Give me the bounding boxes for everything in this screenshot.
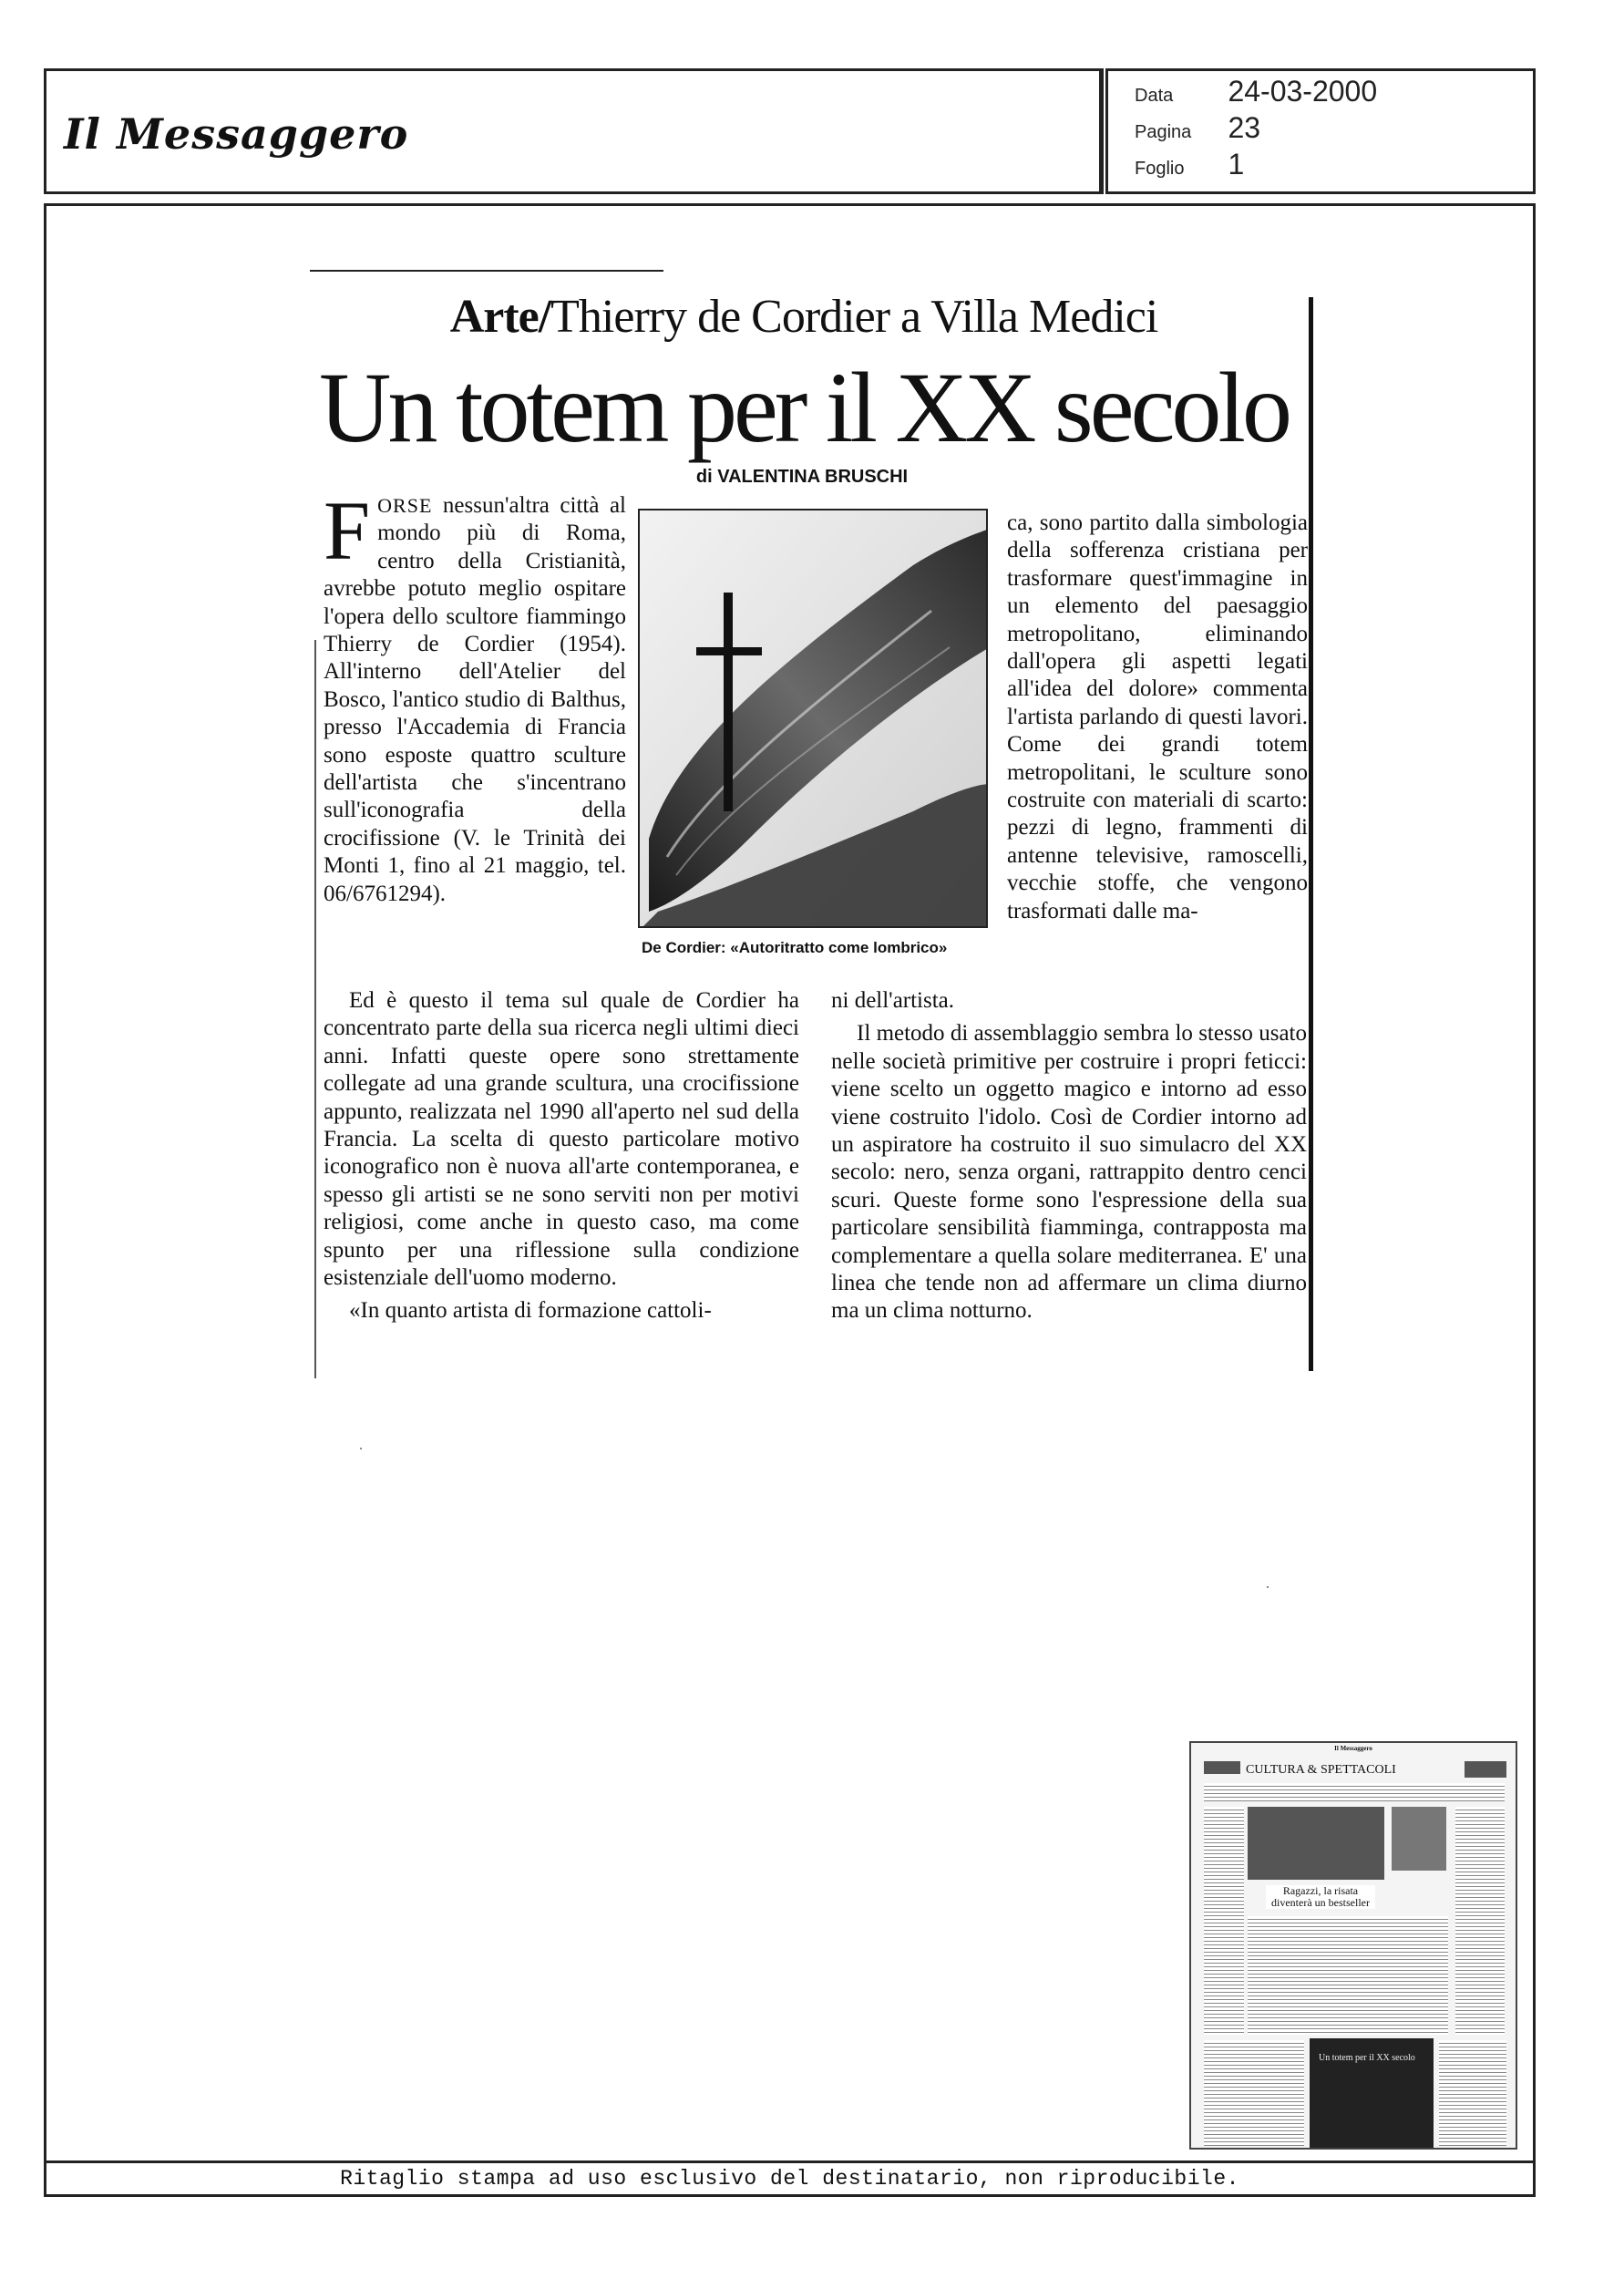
thumbnail-text-block [1204,2040,1304,2146]
sculpture-image [640,510,988,928]
footer-frame [44,2160,1536,2197]
meta-date-row [1135,75,1377,108]
left-margin-mark [314,640,316,1378]
dropcap: F [324,484,371,577]
meta-page-value: 23 [1228,111,1261,144]
top-rule [310,270,663,272]
article-kicker [312,290,1296,344]
kicker-title: Thierry de Cordier a Villa Medici [550,291,1158,343]
article-column-1 [324,484,626,908]
photo-caption [642,939,997,957]
header-divider [1099,68,1102,194]
right-rule [1309,297,1313,1371]
column-3-paragraph-1: ni dell'artista. [831,988,955,1013]
thumbnail-section: CULTURA & SPETTACOLI [1246,1763,1396,1777]
article-photo [638,509,988,928]
column-2-paragraph-1: Ed è questo il tema sul quale de Cordier ha concentrato parte della sua ricerca negli ultimi dieci anni. Infatti queste opere sono strettamente collegate ad una grande scultura, una crocifissione appunto, realizzata nel 1990 all'aperto nel sud della Francia. La scelta di questo particolare motivo iconografico non è nuova all'arte contemporanea, e spesso gli artisti se ne sono serviti non per motivi religiosi, come anche in questo caso, ma come spunto per una riflessione sulla condizione esistenziale dell'uomo moderno. [324,988,799,1291]
thumbnail-text-block [1439,2040,1506,2146]
thumbnail-photo [1248,1807,1384,1880]
thumbnail-text-block [1248,1916,1448,2035]
thumbnail-headline: Ragazzi, la risata diventerà un bestseller [1266,1885,1375,1909]
masthead-logo: Il Messaggero [64,109,409,159]
meta-sheet-value: 1 [1228,148,1245,180]
thumbnail-text-block [1204,1807,1244,2035]
article-column-2 [324,987,799,1325]
meta-date-label: Data [1135,86,1174,106]
meta-page-row [1135,111,1260,145]
thumbnail-text-block [1204,1783,1505,1801]
thumbnail-block [1204,1761,1240,1774]
scan-speck [360,1448,362,1449]
article-column-3 [831,987,1307,1325]
column-3-paragraph-2: Il metodo di assemblaggio sembra lo stesso usato nelle società primitive per costruire i propri feticci: viene scelto un oggetto magico e intorno ad esso viene costruito l'idolo. Così de Cordier intorno ad un aspiratore ha costruito il suo simulacro del XX secolo: nero, senza organi, rattrappito dentro cenci scuri. Queste forme sono l'espressione della sua particolare sensibilità fiamminga, contrapposta ma complementare a quella solare mediterranea. E' una linea che tende non ad affermare un clima diurno ma un clima notturno. [831,1021,1307,1324]
page-thumbnail [1189,1741,1517,2150]
footer-notice: Ritaglio stampa ad uso esclusivo del destinatario, non riproducibile. [340,2167,1239,2191]
caption-name: De Cordier: [642,939,726,956]
article-column-right-top [1007,510,1308,925]
thumbnail-block [1465,1761,1506,1778]
column-2-paragraph-2: «In quanto artista di formazione cattoli- [349,1298,712,1324]
column-right-text: ca, sono partito dalla simbologia della sofferenza cristiana per trasformare quest'immagine in un elemento del paesaggio metropolitano, eliminando dall'opera gli aspetti legati all'idea del dolore» commenta l'artista parlando di questi lavori. Come dei grandi totem metropolitani, le sculture sono costruite con materiali di scarto: pezzi di legno, frammenti di antenne televisive, ramoscelli, vecchie stoffe, che vengono trasformati dalle ma- [1007,510,1308,923]
meta-sheet-row [1135,148,1244,181]
kicker-section: Arte/ [449,291,551,343]
article-headline: Un totem per il XX secolo [319,352,1289,463]
thumbnail-dark-headline: Un totem per il XX secolo [1319,2053,1415,2063]
thumbnail-masthead: Il Messaggero [1334,1745,1372,1752]
meta-date-value: 24-03-2000 [1228,75,1378,108]
thumbnail-photo [1392,1807,1446,1871]
meta-page-label: Pagina [1135,122,1192,142]
column-1-text: nessun'altra città al mondo più di Roma, centro della Cristianità, avrebbe potuto meglio ospitare l'opera dello scultore fiammingo Thierry de Cordier (1954). All'interno dell'Atelier del Bosco, l'antico studio di Balthus, presso l'Accademia di Francia sono esposte quattro sculture dell'artista che s'incentrano sull'iconografia della crocifissione (V. le Trinità dei Monti 1, fino al 21 maggio, tel. 06/6761294). [324,493,626,906]
caption-text: «Autoritratto come lombrico» [725,939,948,956]
thumbnail-text-block [1455,1807,1505,2035]
meta-sheet-label: Foglio [1135,159,1185,179]
scan-speck [1267,1586,1269,1588]
article-byline: di VALENTINA BRUSCHI [695,467,909,487]
lead-smallcaps: ORSE [377,494,433,517]
